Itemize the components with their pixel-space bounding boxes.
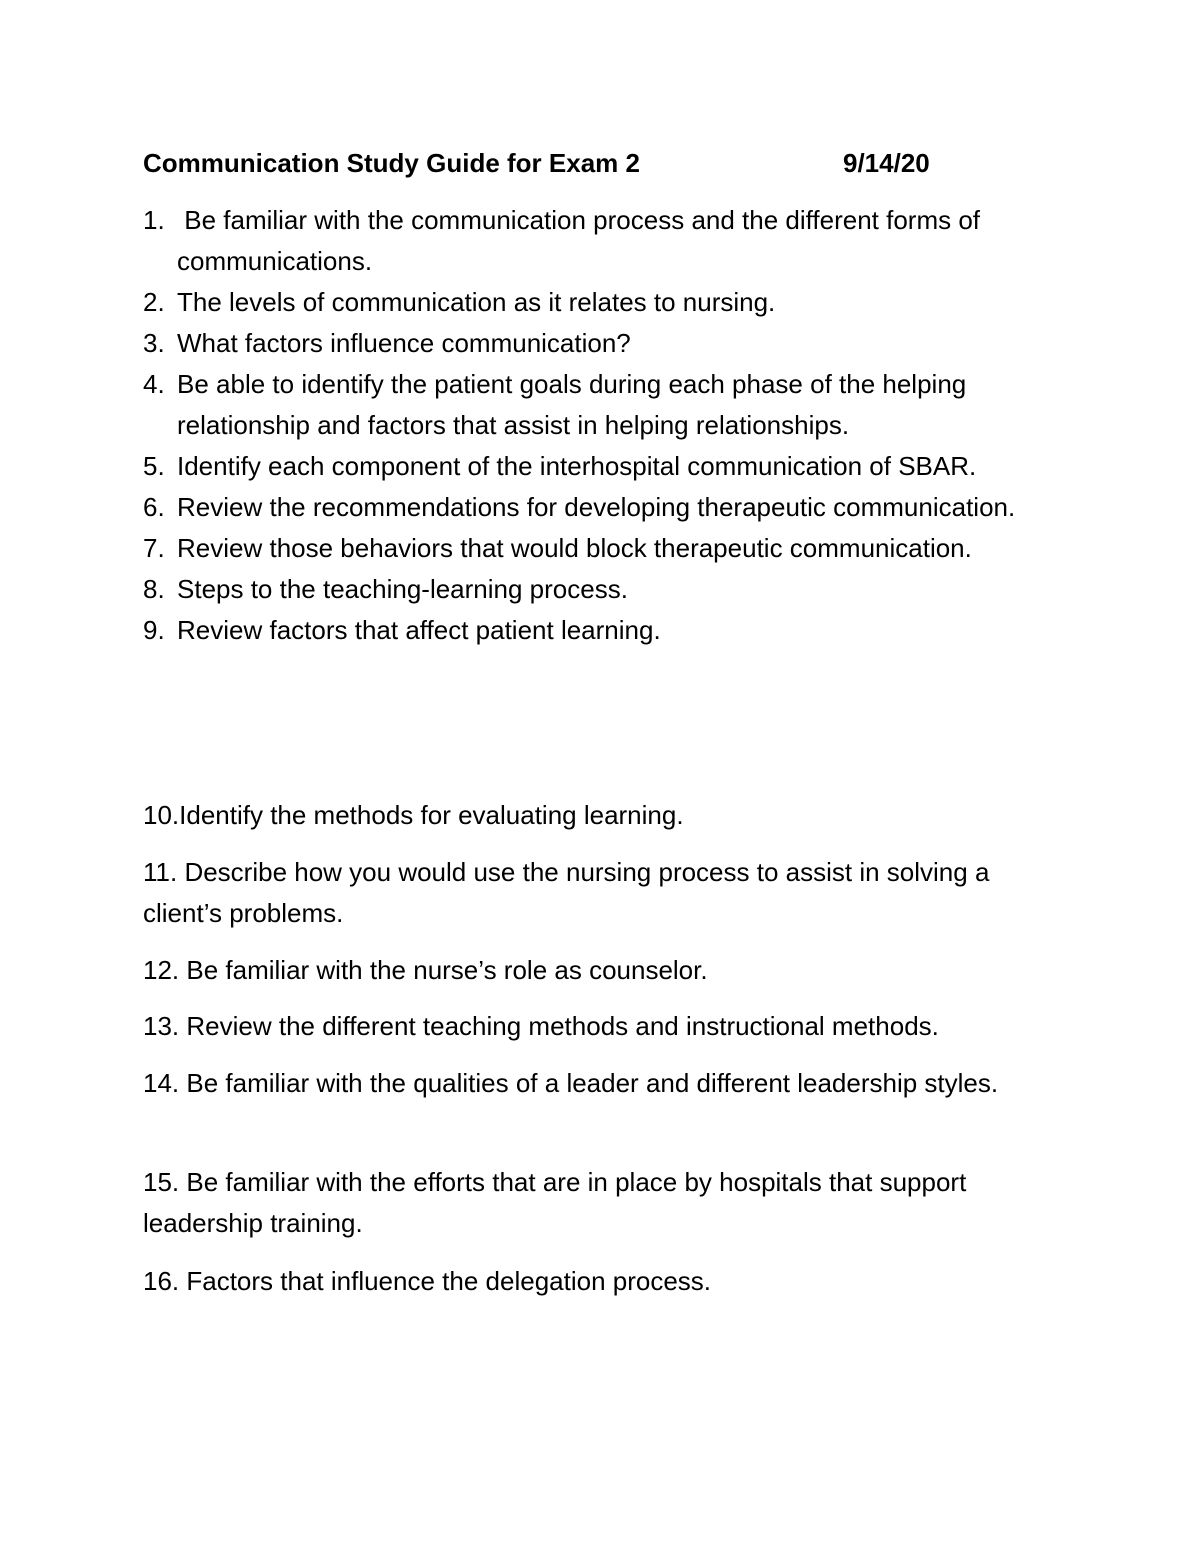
question-paragraph: 12. Be familiar with the nurse’s role as counselor.	[143, 955, 708, 985]
document-title: Communication Study Guide for Exam 2	[143, 148, 640, 178]
list-number: 8.	[143, 574, 165, 604]
list-text: Review factors that affect patient learning.	[177, 615, 661, 645]
list-number: 4.	[143, 369, 165, 399]
list-number: 3.	[143, 328, 165, 358]
list-item	[143, 364, 1063, 446]
document-date: 9/14/20	[843, 148, 930, 178]
list-number: 1.	[143, 205, 165, 235]
list-number: 6.	[143, 492, 165, 522]
list-text: Be familiar with the communication process and the different forms of communications.	[177, 205, 988, 276]
question-paragraph: 10.Identify the methods for evaluating learning.	[143, 800, 684, 830]
list-text: Review the recommendations for developing therapeutic communication.	[177, 492, 1016, 522]
numbered-list	[143, 200, 1063, 651]
question-paragraph: 16. Factors that influence the delegation process.	[143, 1266, 712, 1296]
list-item	[143, 487, 1063, 528]
list-number: 7.	[143, 533, 165, 563]
list-item	[143, 569, 1063, 610]
list-text: The levels of communication as it relates to nursing.	[177, 287, 776, 317]
question-paragraph: 14. Be familiar with the qualities of a leader and different leadership styles.	[143, 1068, 999, 1098]
list-item	[143, 446, 1063, 487]
list-item	[143, 610, 1063, 651]
list-text: Be able to identify the patient goals during each phase of the helping relationship and factors that assist in helping relationships.	[177, 369, 967, 440]
list-item	[143, 282, 1063, 323]
list-number: 5.	[143, 451, 165, 481]
list-item	[143, 528, 1063, 569]
question-paragraph: 11. Describe how you would use the nursing process to assist in solving a client’s problems.	[143, 857, 990, 928]
list-item	[143, 200, 1063, 282]
title-row	[143, 143, 983, 183]
list-item	[143, 323, 1063, 364]
list-text: Review those behaviors that would block therapeutic communication.	[177, 533, 972, 563]
question-paragraph: 15. Be familiar with the efforts that are in place by hospitals that support leadership training.	[143, 1167, 967, 1238]
list-text: Steps to the teaching-learning process.	[177, 574, 628, 604]
list-text: What factors influence communication?	[177, 328, 631, 358]
list-text: Identify each component of the interhospital communication of SBAR.	[177, 451, 977, 481]
question-paragraph: 13. Review the different teaching methods and instructional methods.	[143, 1011, 939, 1041]
list-number: 9.	[143, 615, 165, 645]
list-number: 2.	[143, 287, 165, 317]
